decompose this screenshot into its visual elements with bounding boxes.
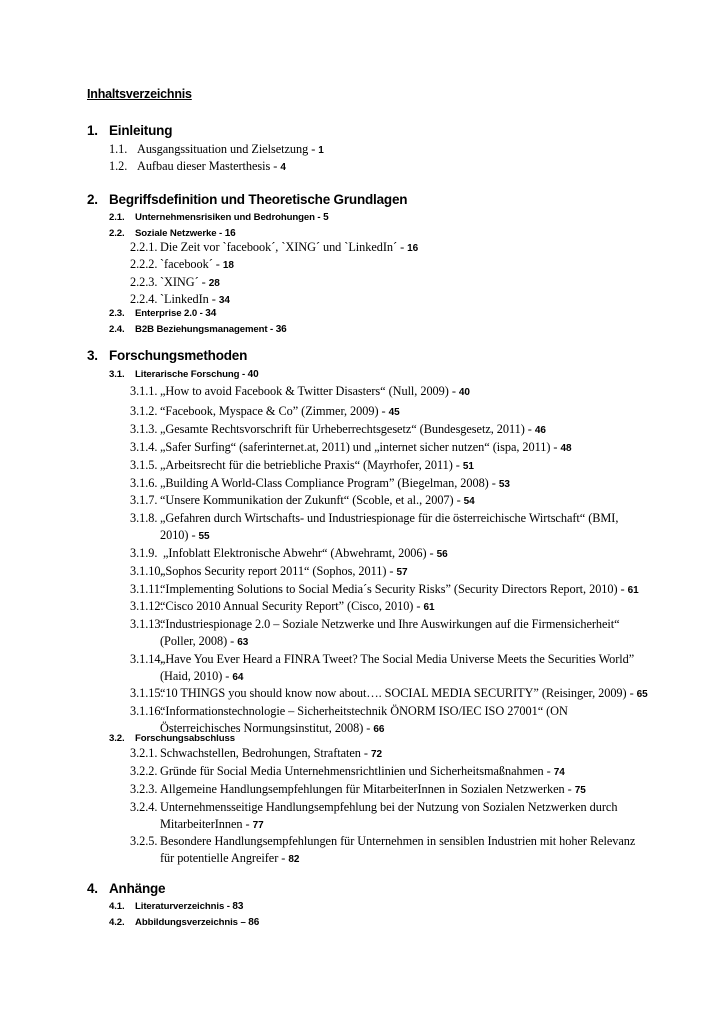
toc-entry-page: 66 bbox=[373, 724, 385, 735]
toc-entry-number: 3.1.6. bbox=[130, 476, 158, 490]
toc-entry-page: 86 bbox=[248, 917, 260, 928]
toc-entry-title: B2B Beziehungsmanagement - bbox=[135, 324, 276, 335]
toc-entry-number: 3.1. bbox=[109, 369, 125, 380]
toc-entry-page: 74 bbox=[553, 767, 565, 778]
toc-entry-page: 72 bbox=[370, 749, 383, 760]
toc-entry-title: Allgemeine Handlungsempfehlungen für MitarbeiterInnen in Sozialen Netzwerken - bbox=[160, 782, 575, 796]
toc-entry-number: 1.1. bbox=[109, 142, 128, 156]
toc-entry-number: 2.2.2. bbox=[130, 257, 158, 271]
toc-entry-title: „Building A World-Class Compliance Program” (Biegelman, 2008) - bbox=[160, 476, 499, 490]
toc-entry-page: 28 bbox=[208, 278, 220, 289]
toc-entry-number: 3.1.1. bbox=[130, 384, 158, 398]
toc-entry-page: 16 bbox=[407, 243, 419, 254]
toc-entry[interactable] bbox=[0, 563, 728, 580]
toc-entry[interactable] bbox=[0, 475, 728, 492]
toc-entry[interactable] bbox=[0, 880, 728, 897]
toc-entry-page: 16 bbox=[224, 228, 236, 239]
toc-entry[interactable] bbox=[0, 239, 728, 256]
toc-entry-number: 3.1.10. bbox=[130, 564, 164, 578]
toc-entry[interactable] bbox=[0, 403, 728, 420]
toc-entry-page: 53 bbox=[498, 479, 510, 490]
toc-entry-page: 34 bbox=[218, 295, 230, 306]
toc-entry[interactable] bbox=[0, 158, 728, 175]
toc-entry-title: Ausgangssituation und Zielsetzung - bbox=[137, 142, 319, 156]
toc-entry-page: 61 bbox=[627, 585, 639, 596]
toc-entry-title: „Arbeitsrecht für die betriebliche Praxis“ (Mayrhofer, 2011) - bbox=[160, 458, 463, 472]
toc-entry-page: 56 bbox=[436, 549, 448, 560]
toc-entry-number: 2.2.4. bbox=[130, 292, 158, 306]
toc-entry-number: 3.1.7. bbox=[130, 493, 158, 507]
toc-entry-page: 4 bbox=[280, 162, 286, 173]
toc-entry-number: 2.2.1. bbox=[130, 240, 158, 254]
toc-entry-title: “Implementing Solutions to Social Media´s Security Risks” (Security Directors Report, 2010) - bbox=[160, 582, 628, 596]
toc-entry[interactable] bbox=[0, 781, 728, 798]
toc-entry[interactable] bbox=[0, 321, 728, 338]
toc-entry-number: 1. bbox=[87, 123, 98, 138]
toc-entry-title: „Gesamte Rechtsvorschrift für Urheberrechtsgesetz“ (Bundesgesetz, 2011) - bbox=[160, 422, 535, 436]
toc-entry-title: Forschungsmethoden bbox=[109, 348, 248, 363]
toc-entry-title: “Industriespionage 2.0 – Soziale Netzwerke und Ihre Auswirkungen auf die Firmensicherheit“ (Poller, 2008) - bbox=[160, 617, 620, 648]
toc-entry[interactable] bbox=[0, 510, 728, 544]
toc-entry-number: 3.2.1. bbox=[130, 746, 158, 760]
toc-entry-title: `facebook´ - bbox=[160, 257, 223, 271]
toc-entry-number: 2.4. bbox=[109, 324, 125, 335]
toc-entry-number: 3.2.5. bbox=[130, 834, 158, 848]
toc-entry-title: Gründe für Social Media Unternehmensrichtlinien und Sicherheitsmaßnahmen - bbox=[160, 764, 554, 778]
toc-entry[interactable] bbox=[0, 256, 728, 273]
toc-entry-number: 3.1.9. bbox=[130, 546, 158, 560]
toc-entry-title: Besondere Handlungsempfehlungen für Unternehmen in sensiblen Industrien mit hoher Relevanz für potentielle Angreifer - bbox=[160, 834, 636, 865]
toc-entry-title: Literarische Forschung - bbox=[135, 369, 248, 380]
toc-entry[interactable] bbox=[0, 421, 728, 438]
toc-entry-number: 2.3. bbox=[109, 308, 125, 319]
toc-entry-title: „Safer Surfing“ (saferinternet.at, 2011) und „internet sicher nutzen“ (ispa, 2011) - bbox=[160, 440, 561, 454]
toc-entry-title: Literaturverzeichnis - bbox=[135, 901, 233, 912]
toc-entry-page: 57 bbox=[396, 567, 408, 578]
toc-entry-title: Begriffsdefinition und Theoretische Grundlagen bbox=[109, 192, 408, 207]
toc-entry-number: 3.2.2. bbox=[130, 764, 158, 778]
toc-entry-page: 61 bbox=[423, 602, 435, 613]
toc-entry-page: 36 bbox=[275, 324, 287, 335]
toc-entry[interactable] bbox=[0, 833, 728, 867]
toc-entry-page: 40 bbox=[247, 369, 259, 380]
toc-entry-title: Forschungsabschluss bbox=[135, 733, 235, 744]
toc-entry-page: 5 bbox=[323, 212, 329, 223]
toc-entry-number: 4.1. bbox=[109, 901, 125, 912]
toc-entry-number: 2.1. bbox=[109, 212, 125, 223]
toc-entry-title: Abbildungsverzeichnis – bbox=[135, 917, 249, 928]
toc-entry-page: 40 bbox=[458, 387, 470, 398]
toc-entry[interactable] bbox=[0, 457, 728, 474]
toc-entry[interactable] bbox=[0, 347, 728, 364]
toc-entry-number: 3.1.12. bbox=[130, 599, 164, 613]
toc-entry-page: 64 bbox=[232, 672, 244, 683]
toc-entry[interactable] bbox=[0, 616, 728, 650]
toc-entry-page: 18 bbox=[222, 260, 234, 271]
toc-entry-page: 75 bbox=[574, 785, 586, 796]
toc-entry-page: 55 bbox=[198, 531, 210, 542]
toc-entry[interactable] bbox=[0, 366, 728, 383]
toc-entry-title: „Sophos Security report 2011“ (Sophos, 2011) - bbox=[160, 564, 397, 578]
toc-entry[interactable] bbox=[0, 914, 728, 931]
toc-entry-title: „Have You Ever Heard a FINRA Tweet? The Social Media Universe Meets the Securities World” (Haid, 2010) - bbox=[160, 652, 635, 683]
toc-entry-title: Die Zeit vor `facebook´, `XING´ und `LinkedIn´ - bbox=[160, 240, 408, 254]
toc-entry-title: Aufbau dieser Masterthesis - bbox=[137, 159, 281, 173]
toc-entry-title: „How to avoid Facebook & Twitter Disasters“ (Null, 2009) - bbox=[160, 384, 459, 398]
toc-entry[interactable] bbox=[0, 598, 728, 615]
toc-entry-number: 3.1.5. bbox=[130, 458, 158, 472]
toc-entry-title: Einleitung bbox=[109, 123, 173, 138]
toc-entry-number: 3.1.13. bbox=[130, 617, 164, 631]
toc-entry-page: 46 bbox=[534, 425, 546, 436]
toc-entry-number: 3.1.3. bbox=[130, 422, 158, 436]
toc-entry-number: 1.2. bbox=[109, 159, 128, 173]
toc-entry[interactable] bbox=[0, 191, 728, 208]
toc-entry-number: 3.1.2. bbox=[130, 404, 158, 418]
toc-entry-title: „Infoblatt Elektronische Abwehr“ (Abwehramt, 2006) - bbox=[160, 546, 437, 560]
toc-entry-page: 45 bbox=[388, 407, 400, 418]
toc-entry-number: 2. bbox=[87, 192, 98, 207]
toc-entry[interactable] bbox=[0, 745, 728, 762]
toc-entry[interactable] bbox=[0, 898, 728, 915]
toc-entry-title: “Cisco 2010 Annual Security Report” (Cisco, 2010) - bbox=[160, 599, 424, 613]
toc-entry[interactable] bbox=[0, 141, 728, 158]
toc-entry-number: 3.2.4. bbox=[130, 800, 158, 814]
toc-entry[interactable] bbox=[0, 799, 728, 833]
toc-entry-title: “10 THINGS you should know now about…. SOCIAL MEDIA SECURITY” (Reisinger, 2009) - bbox=[160, 686, 637, 700]
toc-entry[interactable] bbox=[0, 209, 728, 226]
toc-entry-title: “Unsere Kommunikation der Zukunft“ (Scoble, et al., 2007) - bbox=[160, 493, 464, 507]
toc-entry-number: 3.1.15. bbox=[130, 686, 164, 700]
toc-entry[interactable] bbox=[0, 651, 728, 685]
toc-entry[interactable] bbox=[0, 305, 728, 322]
toc-entry-number: 3.1.11. bbox=[130, 582, 164, 596]
toc-entry-title: Anhänge bbox=[109, 881, 166, 896]
toc-entry-title: `XING´ - bbox=[160, 275, 209, 289]
toc-entry-number: 3.1.8. bbox=[130, 511, 158, 525]
toc-entry-number: 4. bbox=[87, 881, 98, 896]
toc-entry-title: Soziale Netzwerke - bbox=[135, 228, 225, 239]
toc-entry-page: 34 bbox=[205, 308, 217, 319]
toc-entry-title: Enterprise 2.0 - bbox=[135, 308, 206, 319]
toc-entry-title: “Informationstechnologie – Sicherheitstechnik ÖNORM ISO/IEC ISO 27001“ (ON Österreichisches Normungsinstitut, 2008) - bbox=[160, 704, 568, 735]
toc-entry[interactable] bbox=[0, 439, 728, 456]
toc-entry[interactable] bbox=[0, 383, 728, 400]
toc-entry-title: `LinkedIn - bbox=[160, 292, 219, 306]
toc-entry-page: 83 bbox=[232, 901, 244, 912]
toc-entry-number: 3.1.16. bbox=[130, 704, 164, 718]
toc-entry[interactable] bbox=[0, 685, 728, 702]
toc-entry-title: Schwachstellen, Bedrohungen, Straftaten - bbox=[160, 746, 371, 760]
toc-entry-title: “Facebook, Myspace & Co” (Zimmer, 2009) - bbox=[160, 404, 389, 418]
toc-entry-number: 4.2. bbox=[109, 917, 125, 928]
toc-entry-number: 3. bbox=[87, 348, 98, 363]
toc-title: Inhaltsverzeichnis bbox=[87, 87, 192, 101]
toc-entry-number: 3.2. bbox=[109, 733, 125, 744]
toc-entry-page: 48 bbox=[560, 443, 572, 454]
toc-entry-title: „Gefahren durch Wirtschafts- und Industriespionage für die österreichische Wirtschaft“ (BMI, 2010) - bbox=[160, 511, 619, 542]
toc-entry[interactable] bbox=[0, 274, 728, 291]
toc-entry-page: 65 bbox=[636, 689, 648, 700]
toc-entry-number: 3.1.4. bbox=[130, 440, 158, 454]
toc-entry-number: 2.2.3. bbox=[130, 275, 158, 289]
toc-entry[interactable] bbox=[0, 763, 728, 780]
toc-entry-number: 3.1.14. bbox=[130, 652, 164, 666]
toc-entry[interactable] bbox=[0, 545, 728, 562]
toc-entry-page: 1 bbox=[318, 145, 324, 156]
toc-entry-title: Unternehmensseitige Handlungsempfehlung bei der Nutzung von Sozialen Netzwerken durch MitarbeiterInnen - bbox=[160, 800, 618, 831]
toc-entry[interactable] bbox=[0, 122, 728, 139]
toc-entry[interactable] bbox=[0, 581, 728, 598]
toc-entry-title: Unternehmensrisiken und Bedrohungen - bbox=[135, 212, 324, 223]
toc-entry-page: 54 bbox=[463, 496, 475, 507]
toc-entry-number: 3.2.3. bbox=[130, 782, 158, 796]
toc-entry-page: 77 bbox=[252, 820, 264, 831]
toc-entry-page: 63 bbox=[237, 637, 249, 648]
toc-entry-page: 82 bbox=[288, 854, 300, 865]
toc-entry[interactable] bbox=[0, 492, 728, 509]
toc-entry-number: 2.2. bbox=[109, 228, 125, 239]
toc-entry-page: 51 bbox=[462, 461, 474, 472]
